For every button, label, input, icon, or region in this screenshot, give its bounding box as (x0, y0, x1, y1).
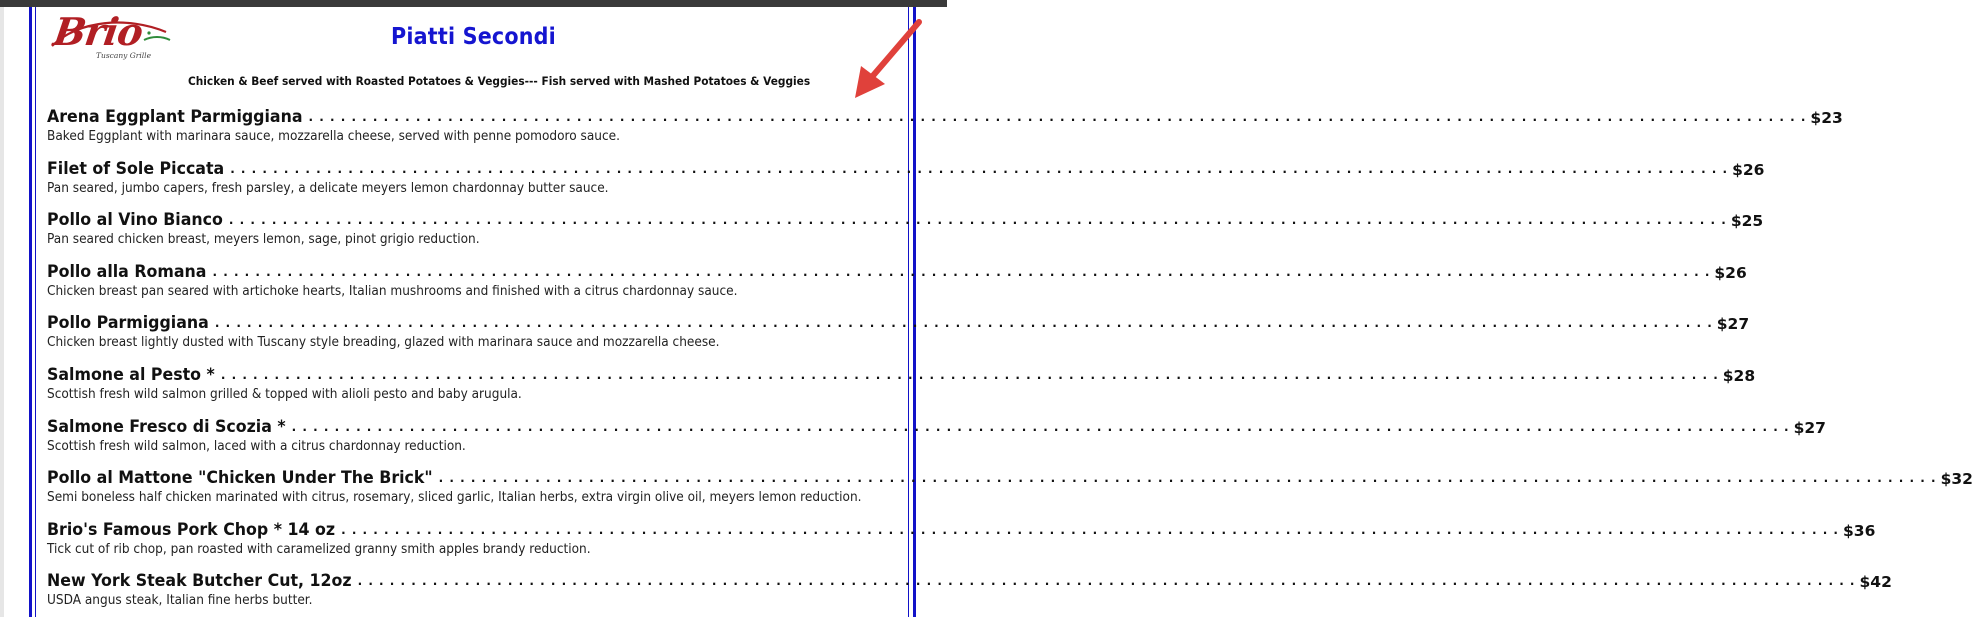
menu-item-line (47, 411, 1826, 437)
dot-leader: . . . . . . . . . . . . . . . . . . . . . . . . . . . . . . . . . . . . . . . . . . . . . . . . . . . . . . . . . . . . . . . . . . . . . . . . . . . . . . . . . . . . . . . . . . . . . . . . . . . . . . . . . . . . . . . . . . . . . . . . . . . . . . . . . . . . . . . . . . . . (291, 419, 1790, 434)
menu-item-name: Pollo alla Romana (47, 261, 207, 282)
menu-item-line (47, 565, 1892, 592)
menu-item-price: $26 (1714, 263, 1747, 282)
dot-leader: . . . . . . . . . . . . . . . . . . . . . . . . . . . . . . . . . . . . . . . . . . . . . . . . . . . . . . . . . . . . . . . . . . . . . . . . . . . . . . . . . . . . . . . . . . . . . . . . . . . . . . . . . . . . . . . . . . . . . . . . . . . . . . . . . . . . . . . . . . . . (357, 574, 1856, 589)
dot-leader: . . . . . . . . . . . . . . . . . . . . . . . . . . . . . . . . . . . . . . . . . . . . . . . . . . . . . . . . . . . . . . . . . . . . . . . . . . . . . . . . . . . . . . . . . . . . . . . . . . . . . . . . . . . . . . . . . . . . . . . . . . . . . . . . . . . . . . . . . . . . (214, 316, 1713, 331)
dot-leader: . . . . . . . . . . . . . . . . . . . . . . . . . . . . . . . . . . . . . . . . . . . . . . . . . . . . . . . . . . . . . . . . . . . . . . . . . . . . . . . . . . . . . . . . . . . . . . . . . . . . . . . . . . . . . . . . . . . . . . . . . . . . . . . . . . . . . . . . . . . . (341, 522, 1839, 537)
menu-item-name: Pollo al Mattone "Chicken Under The Brick" (47, 468, 433, 489)
menu-item-price: $23 (1810, 109, 1843, 127)
dot-leader: . . . . . . . . . . . . . . . . . . . . . . . . . . . . . . . . . . . . . . . . . . . . . . . . . . . . . . . . . . . . . . . . . . . . . . . . . . . . . . . . . . . . . . . . . . . . . . . . . . . . . . . . . . . . . . . . . . . . . . . . . . . . . . . . . . . . . . . . . . . . (228, 213, 1727, 228)
dot-leader: . . . . . . . . . . . . . . . . . . . . . . . . . . . . . . . . . . . . . . . . . . . . . . . . . . . . . . . . . . . . . . . . . . . . . . . . . . . . . . . . . . . . . . . . . . . . . . . . . . . . . . . . . . . . . . . . . . . . . . . . . . . . . . . . . . . . . . . . . . . . (212, 264, 1711, 279)
menu-item-name: Brio's Famous Pork Chop * 14 oz (47, 519, 336, 540)
menu-item-name: Arena Eggplant Parmiggiana (47, 107, 303, 127)
menu-item-name: Filet of Sole Piccata (47, 158, 225, 179)
menu-item-price: $27 (1793, 418, 1826, 437)
menu-item-description: Pan seared, jumbo capers, fresh parsley, a delicate meyers lemon chardonnay butter sauce. (47, 180, 609, 196)
menu-item-price: $25 (1730, 212, 1764, 231)
menu-item-description: Scottish fresh wild salmon, laced with a citrus chardonnay reduction. (47, 438, 466, 454)
menu-item-name: Salmone Fresco di Scozia * (47, 416, 286, 437)
menu-item (47, 101, 1843, 153)
menu-item (47, 307, 1750, 359)
menu-item-description: USDA angus steak, Italian fine herbs butter. (47, 593, 313, 609)
menu-item-line (47, 204, 1764, 231)
dot-leader: . . . . . . . . . . . . . . . . . . . . . . . . . . . . . . . . . . . . . . . . . . . . . . . . . . . . . . . . . . . . . . . . . . . . . . . . . . . . . . . . . . . . . . . . . . . . . . . . . . . . . . . . . . . . . . . . . . . . . . . . . . . . . . . . . . . . . . . . . . . . (230, 161, 1729, 176)
menu-item (47, 565, 1892, 617)
menu-item-description: Baked Eggplant with marinara sauce, mozzarella cheese, served with penne pomodoro sauce. (47, 129, 620, 144)
page-title: Piatti Secondi (391, 24, 556, 50)
menu-item-description: Scottish fresh wild salmon grilled & topped with alioli pesto and baby arugula. (47, 386, 522, 402)
menu-border-left-outer (29, 7, 32, 617)
menu-item-line (47, 153, 1765, 179)
menu-item (47, 153, 1765, 205)
menu-item-price: $27 (1716, 315, 1750, 334)
menu-item-line (47, 101, 1843, 127)
menu-item-description: Tick cut of rib chop, pan roasted with caramelized granny smith apples brandy reduction. (47, 541, 591, 557)
dot-leader: . . . . . . . . . . . . . . . . . . . . . . . . . . . . . . . . . . . . . . . . . . . . . . . . . . . . . . . . . . . . . . . . . . . . . . . . . . . . . . . . . . . . . . . . . . . . . . . . . . . . . . . . . . . . . . . . . . . . . . . . . . . . . . . . . . . . . . . . . . . . (220, 367, 1719, 382)
menu-item-line (47, 359, 1756, 385)
menu-item (47, 256, 1747, 308)
menu-item-line (47, 462, 1973, 489)
menu-item-price: $42 (1859, 573, 1892, 592)
menu-item-price: $36 (1843, 521, 1876, 540)
menu-item-line (47, 307, 1750, 334)
menu-border-left-inner (35, 7, 36, 617)
menu-item-description: Semi boneless half chicken marinated with citrus, rosemary, sliced garlic, Italian herbs, extra virgin olive oil, meyers lemon reduction. (47, 490, 862, 506)
menu-item-name: Pollo al Vino Bianco (47, 210, 223, 231)
logo-wordmark: Brio (50, 9, 146, 54)
menu-items-list (47, 101, 1973, 617)
menu-item-price: $32 (1940, 470, 1973, 489)
menu-item-description: Pan seared chicken breast, meyers lemon, sage, pinot grigio reduction. (47, 232, 480, 248)
dot-leader: . . . . . . . . . . . . . . . . . . . . . . . . . . . . . . . . . . . . . . . . . . . . . . . . . . . . . . . . . . . . . . . . . . . . . . . . . . . . . . . . . . . . . . . . . . . . . . . . . . . . . . . . . . . . . . . . . . . . . . . . . . . . . . . . . . . . . . . . . . . . (308, 110, 1807, 124)
menu-item (47, 359, 1756, 411)
menu-item (47, 514, 1876, 566)
menu-subtitle: Chicken & Beef served with Roasted Potatoes & Veggies--- Fish served with Mashed Potatoes & Veggies (188, 74, 811, 88)
menu-item-price: $28 (1722, 366, 1756, 385)
menu-item (47, 411, 1826, 463)
logo-tagline: Tuscany Grille (96, 51, 152, 60)
menu-item-price: $26 (1732, 160, 1765, 179)
window-top-bar (0, 0, 947, 7)
menu-item (47, 462, 1973, 514)
red-arrow-icon (845, 16, 925, 106)
menu-item-line (47, 256, 1747, 282)
page-edge (0, 7, 4, 617)
dot-leader: . . . . . . . . . . . . . . . . . . . . . . . . . . . . . . . . . . . . . . . . . . . . . . . . . . . . . . . . . . . . . . . . . . . . . . . . . . . . . . . . . . . . . . . . . . . . . . . . . . . . . . . . . . . . . . . . . . . . . . . . . . . . . . . . . . . . . . . . . . . . (438, 471, 1937, 486)
menu-item-description: Chicken breast pan seared with artichoke hearts, Italian mushrooms and finished with a citrus chardonnay sauce. (47, 283, 738, 299)
menu-item-name: Pollo Parmiggiana (47, 313, 209, 334)
menu-item-name: New York Steak Butcher Cut, 12oz (47, 571, 352, 592)
menu-item (47, 204, 1764, 256)
menu-item-name: Salmone al Pesto * (47, 364, 215, 385)
menu-item-line (47, 514, 1876, 540)
menu-item-description: Chicken breast lightly dusted with Tuscany style breading, glazed with marinara sauce and mozzarella cheese. (47, 335, 720, 351)
